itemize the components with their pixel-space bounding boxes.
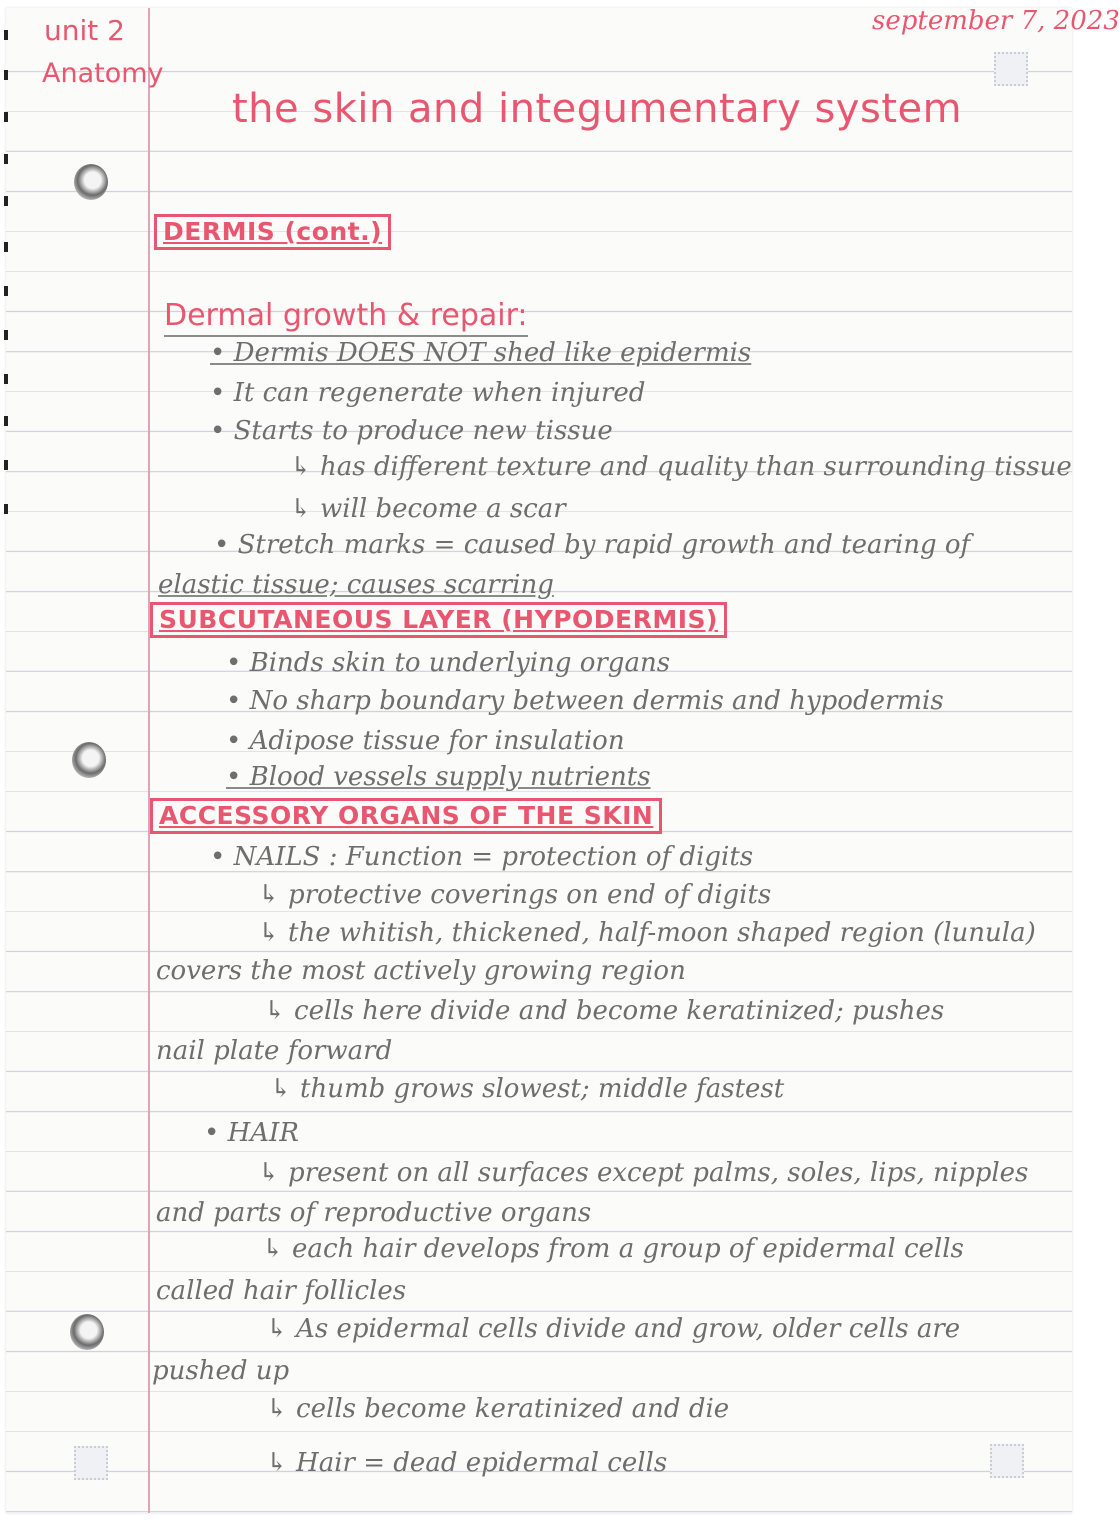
page-title: the skin and integumentary system — [232, 86, 963, 132]
note-line: ↳ will become a scar — [290, 494, 566, 524]
note-line: ↳ cells become keratinized and die — [266, 1394, 730, 1424]
section-heading-accessory-organs: ACCESSORY ORGANS OF THE SKIN — [150, 798, 662, 834]
note-line: ↳ Hair = dead epidermal cells — [266, 1448, 668, 1478]
subject-label: Anatomy — [42, 58, 164, 89]
note-line: covers the most actively growing region — [156, 956, 686, 986]
note-line: ↳ each hair develops from a group of epidermal cells — [262, 1234, 964, 1264]
binder-mark — [4, 112, 8, 122]
binder-mark — [4, 154, 8, 164]
note-line: pushed up — [152, 1356, 290, 1386]
note-line: ↳ cells here divide and become keratinized; pushes — [264, 996, 945, 1026]
note-line: elastic tissue; causes scarring — [158, 570, 554, 600]
date-label: september 7, 2023 — [872, 6, 1120, 36]
note-line: • Blood vessels supply nutrients — [226, 762, 651, 792]
corner-marker — [990, 1444, 1024, 1478]
binder-mark — [4, 330, 8, 340]
punch-hole — [72, 742, 106, 778]
binder-mark — [4, 460, 8, 470]
note-line: • NAILS : Function = protection of digits — [210, 842, 754, 872]
note-line: nail plate forward — [156, 1036, 393, 1066]
note-line: • Dermis DOES NOT shed like epidermis — [210, 338, 752, 368]
note-line: • Binds skin to underlying organs — [226, 648, 671, 678]
binder-mark — [4, 286, 8, 296]
note-line: • HAIR — [204, 1118, 299, 1148]
note-line: and parts of reproductive organs — [156, 1198, 592, 1228]
note-line: ↳ As epidermal cells divide and grow, older cells are — [266, 1314, 961, 1344]
note-line: • Starts to produce new tissue — [210, 416, 613, 446]
section-heading-subcutaneous: SUBCUTANEOUS LAYER (HYPODERMIS) — [150, 602, 727, 638]
note-line: ↳ protective coverings on end of digits — [258, 880, 772, 910]
punch-hole — [70, 1314, 104, 1350]
punch-hole — [74, 164, 108, 200]
note-line: ↳ the whitish, thickened, half-moon shaped region (lunula) — [258, 918, 1036, 948]
unit-label: unit 2 — [44, 14, 125, 47]
binder-mark — [4, 504, 8, 514]
binder-mark — [4, 374, 8, 384]
binder-mark — [4, 416, 8, 426]
binder-mark — [4, 30, 8, 40]
binder-mark — [4, 242, 8, 252]
corner-marker — [994, 52, 1028, 86]
binder-mark — [4, 70, 8, 80]
margin-line — [148, 8, 150, 1513]
note-line: • It can regenerate when injured — [210, 378, 646, 408]
note-line: • No sharp boundary between dermis and hypodermis — [226, 686, 944, 716]
note-line: ↳ has different texture and quality than surrounding tissue — [290, 452, 1072, 482]
section-heading-dermis: DERMIS (cont.) — [154, 214, 391, 250]
note-line: • Adipose tissue for insulation — [226, 726, 625, 756]
note-line: • Stretch marks = caused by rapid growth and tearing of — [214, 530, 971, 560]
note-line: ↳ present on all surfaces except palms, soles, lips, nipples — [258, 1158, 1029, 1188]
note-line: called hair follicles — [156, 1276, 407, 1306]
note-line: ↳ thumb grows slowest; middle fastest — [270, 1074, 785, 1104]
binder-mark — [4, 196, 8, 206]
subheading-dermal-growth: Dermal growth & repair: — [164, 298, 528, 337]
corner-marker — [74, 1446, 108, 1480]
